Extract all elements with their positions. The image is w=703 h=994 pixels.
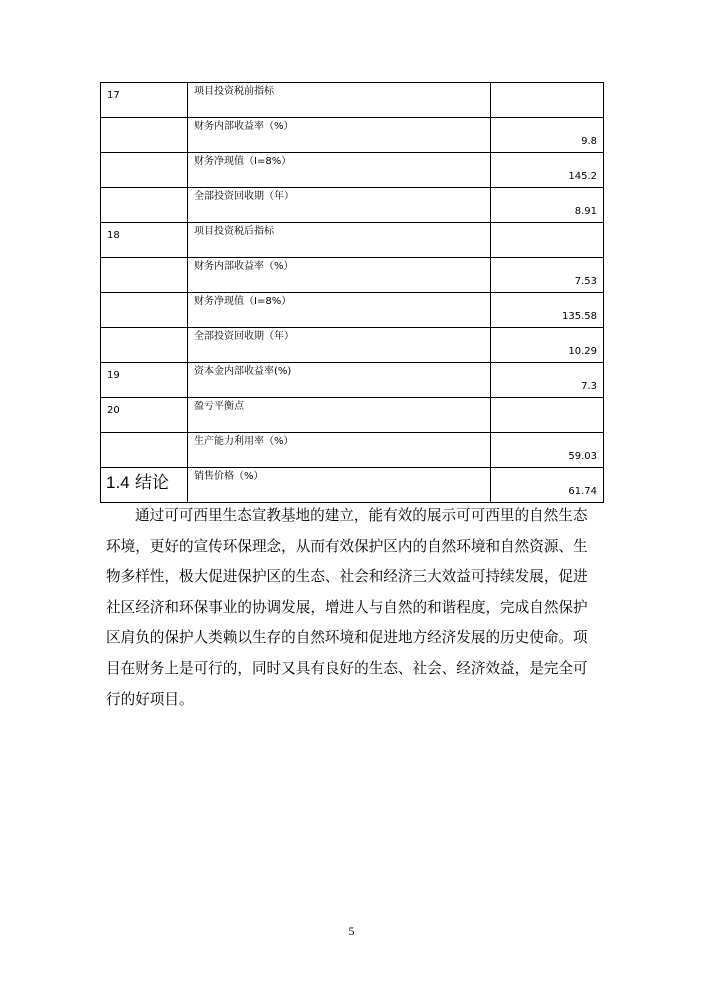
indicator-name-cell: 生产能力利用率（%） bbox=[188, 433, 491, 468]
indicator-name-cell: 项目投资税后指标 bbox=[188, 223, 491, 258]
table-row bbox=[101, 398, 604, 433]
indicator-name-cell: 财务内部收益率（%） bbox=[188, 258, 491, 293]
indicator-name-cell: 项目投资税前指标 bbox=[188, 83, 491, 118]
indicator-value-cell bbox=[491, 223, 604, 258]
row-number-cell bbox=[101, 328, 188, 363]
page-number: 5 bbox=[348, 924, 355, 938]
indicator-name-cell: 财务净现值（I=8%） bbox=[188, 153, 491, 188]
row-number-cell bbox=[101, 293, 188, 328]
row-number-cell: 20 bbox=[101, 398, 188, 433]
conclusion-paragraph: 通过可可西里生态宣教基地的建立，能有效的展示可可西里的自然生态环境，更好的宣传环保理念，从而有效保护区内的自然环境和自然资源、生物多样性，极大促进保护区的生态、社会和经济三大效益可持续发展，促进社区经济和环保事业的协调发展，增进人与自然的和谐程度，完成自然保护区肩负的保护人类赖以生存的自然环境和促进地方经济发展的历史使命。项目在财务上是可行的，同时又具有良好的生态、社会、经济效益，是完全可行的好项目。 bbox=[106, 507, 588, 708]
indicator-name-cell: 资本金内部收益率(%) bbox=[188, 363, 491, 398]
indicator-name-cell: 财务内部收益率（%） bbox=[188, 118, 491, 153]
row-number-cell: 19 bbox=[101, 363, 188, 398]
row-number-cell bbox=[101, 433, 188, 468]
row-number-cell: 18 bbox=[101, 223, 188, 258]
table-row bbox=[101, 433, 604, 468]
indicator-value-cell: 10.29 bbox=[491, 328, 604, 363]
indicator-value-cell bbox=[491, 83, 604, 118]
row-number-cell: 17 bbox=[101, 83, 188, 118]
indicator-name-cell: 全部投资回收期（年） bbox=[188, 328, 491, 363]
row-number-cell bbox=[101, 153, 188, 188]
table-row bbox=[101, 258, 604, 293]
table-row bbox=[101, 118, 604, 153]
table-row bbox=[101, 293, 604, 328]
row-number-cell bbox=[101, 258, 188, 293]
table-row bbox=[101, 223, 604, 258]
indicator-name-cell: 财务净现值（I=8%） bbox=[188, 293, 491, 328]
indicator-value-cell: 7.3 bbox=[491, 363, 604, 398]
table-row bbox=[101, 83, 604, 118]
indicator-value-cell: 61.74 bbox=[491, 468, 604, 503]
indicator-value-cell: 145.2 bbox=[491, 153, 604, 188]
indicator-value-cell: 7.53 bbox=[491, 258, 604, 293]
row-number-cell bbox=[101, 188, 188, 223]
indicator-value-cell: 9.8 bbox=[491, 118, 604, 153]
table-row bbox=[101, 363, 604, 398]
table-row bbox=[101, 328, 604, 363]
section-title-text: 结论 bbox=[135, 473, 170, 493]
indicator-value-cell bbox=[491, 398, 604, 433]
indicator-name-cell: 销售价格（%） bbox=[188, 468, 491, 503]
indicator-name-cell: 盈亏平衡点 bbox=[188, 398, 491, 433]
row-number-cell bbox=[101, 118, 188, 153]
table-row bbox=[101, 188, 604, 223]
section-number: 1.4 bbox=[106, 473, 130, 492]
table-row bbox=[101, 468, 604, 503]
table-body bbox=[101, 83, 604, 503]
indicator-value-cell: 135.58 bbox=[491, 293, 604, 328]
financial-indicators-table bbox=[100, 82, 604, 503]
indicator-value-cell: 59.03 bbox=[491, 433, 604, 468]
indicator-name-cell: 全部投资回收期（年） bbox=[188, 188, 491, 223]
section-heading bbox=[106, 468, 169, 493]
indicator-value-cell: 8.91 bbox=[491, 188, 604, 223]
table-row bbox=[101, 153, 604, 188]
